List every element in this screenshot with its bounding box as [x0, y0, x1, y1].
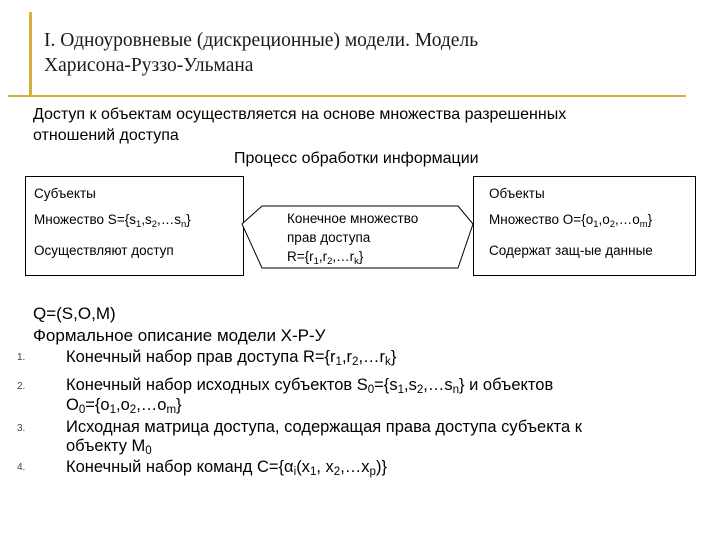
q-definition: Q=(S,O,M) [33, 304, 116, 323]
item4-sub-1: 1 [309, 466, 317, 478]
item1-text: Конечный набор прав доступа R={r [66, 348, 336, 366]
formal-heading: Формальное описание модели Х-Р-У [33, 326, 326, 345]
item4-sub-2: 2 [333, 466, 341, 478]
list-number-2: 2. [17, 381, 26, 392]
subjects-sub-1: 1 [135, 219, 142, 230]
item1-sub-k: k [385, 356, 391, 368]
item4-sep-1: (x [296, 458, 310, 476]
item4-sep-2: , x [316, 458, 334, 476]
intro-line-1: Доступ к объектам осуществляется на основе множества разрешенных [33, 106, 567, 123]
rights-set [287, 249, 363, 265]
rights-sub-k: k [354, 256, 359, 267]
rights-sub-2: 2 [327, 256, 333, 267]
objects-header: Объекты [489, 186, 545, 201]
item1-sep-1: ,r [341, 348, 353, 366]
rights-close: } [358, 249, 364, 264]
item4-sub-i: i [293, 466, 297, 478]
rights-line-2: прав доступа [287, 230, 371, 245]
item3b-sub-0: 0 [145, 445, 152, 457]
item4-close: )} [375, 458, 387, 476]
subjects-action: Осуществляют доступ [34, 243, 174, 258]
subjects-sep-1: ,s [141, 212, 152, 227]
item1-close: } [390, 348, 397, 366]
item2b-sub-1: 1 [109, 404, 117, 416]
item2b-text: O [66, 396, 79, 414]
rights-sep-2: ,…r [332, 249, 355, 264]
item2b-sub-m: m [166, 404, 177, 416]
list-number-1: 1. [17, 352, 26, 363]
rights-line-1: Конечное множество [287, 211, 419, 226]
list-number-3: 3. [17, 423, 26, 434]
list-item-2 [66, 376, 553, 395]
list-item-3: Исходная матрица доступа, содержащая права доступа субъекта к [66, 418, 582, 436]
item2-sep-1: ={s [374, 376, 398, 394]
rights-sub-1: 1 [313, 256, 319, 267]
list-item-3-cont [66, 437, 152, 456]
item1-sep-2: ,…r [358, 348, 386, 366]
objects-set [489, 212, 652, 228]
intro-line-2: отношений доступа [33, 127, 179, 144]
item2b-sub-2: 2 [129, 404, 137, 416]
subjects-set-text: Множество S={s [34, 212, 136, 227]
item3b-text: объекту M [66, 437, 146, 455]
item2-tail: } и объектов [459, 376, 554, 394]
list-number-4: 4. [17, 462, 26, 473]
rights-set-text: R={r [287, 249, 314, 264]
item2-text: Конечный набор исходных субъектов S [66, 376, 368, 394]
item1-sub-1: 1 [335, 356, 342, 368]
item2b-sep-3: ,…o [136, 396, 167, 414]
objects-action: Содержат защ-ые данные [489, 243, 653, 258]
subjects-sub-2: 2 [151, 219, 157, 230]
item2b-sep-1: ={o [85, 396, 110, 414]
item2-sep-2: ,s [404, 376, 417, 394]
item2-sep-3: ,…s [423, 376, 453, 394]
subjects-sub-n: n [181, 219, 187, 230]
list-item-4 [66, 458, 387, 477]
objects-sub-1: 1 [593, 219, 599, 230]
item2-sub-0: 0 [367, 384, 375, 396]
objects-sub-2: 2 [609, 219, 615, 230]
objects-close: } [647, 212, 653, 227]
title-line-1: I. Одноуровневые (дискреционные) модели. Модель [44, 30, 479, 51]
title-line-2: Харисона-Руззо-Ульмана [44, 55, 254, 76]
list-item-1 [66, 348, 396, 367]
objects-sep-1: ,o [598, 212, 610, 227]
item2b-sep-2: ,o [116, 396, 130, 414]
item2-sub-n: n [452, 384, 460, 396]
item2-sub-1: 1 [397, 384, 404, 396]
subjects-sep-2: ,…s [156, 212, 181, 227]
objects-sub-m: m [639, 219, 648, 230]
item2b-sub-0: 0 [78, 404, 86, 416]
subjects-header: Субъекты [34, 186, 96, 201]
rights-sep-1: ,r [318, 249, 328, 264]
item2b-close: } [176, 396, 182, 414]
list-item-2-cont [66, 396, 182, 415]
objects-sep-2: ,…o [614, 212, 640, 227]
objects-set-text: Множество O={o [489, 212, 594, 227]
item1-sub-2: 2 [352, 356, 359, 368]
item4-text: Конечный набор команд C={α [66, 458, 294, 476]
subjects-close: } [186, 212, 191, 227]
item4-sep-3: ,…x [340, 458, 370, 476]
item2-sub-2: 2 [416, 384, 424, 396]
process-label: Процесс обработки информации [234, 150, 479, 167]
item4-sub-p: p [369, 466, 376, 478]
